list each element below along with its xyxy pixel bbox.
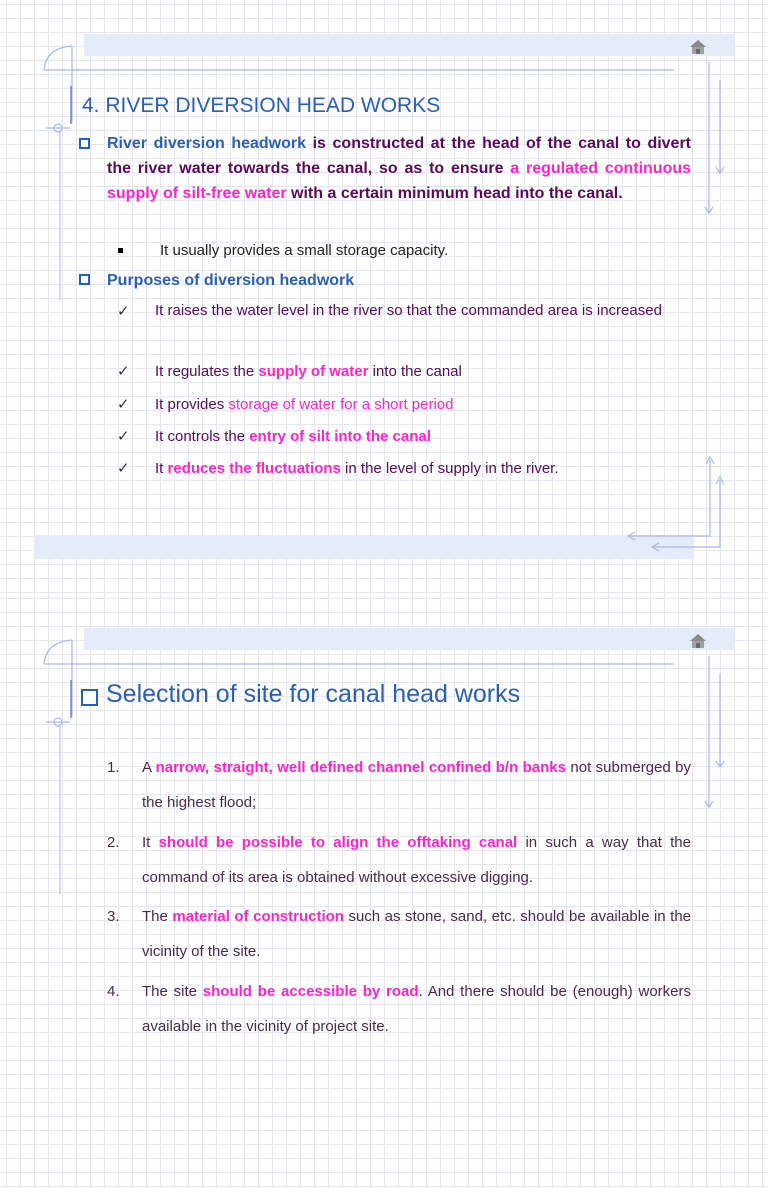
small-square-bullet-icon — [118, 248, 123, 253]
check-icon: ✓ — [117, 395, 130, 413]
purposes-heading: Purposes of diversion headwork — [107, 272, 355, 289]
list-number: 2. — [107, 834, 120, 851]
purpose-item: It reduces the fluctuations in the level of supply in the river. — [155, 460, 559, 477]
list-item: It should be possible to align the offtaking canal in such a way that the command of its area is obtained without excessive digging. — [142, 834, 691, 886]
home-icon[interactable] — [689, 632, 707, 650]
list-number: 3. — [107, 908, 120, 925]
check-icon: ✓ — [117, 302, 130, 320]
slide-title: 4. RIVER DIVERSION HEAD WORKS — [82, 94, 441, 117]
list-item: A narrow, straight, well defined channel confined b/n banks not submerged by the highest flood; — [142, 759, 691, 811]
home-icon[interactable] — [689, 38, 707, 56]
list-item: The site should be accessible by road. And there should be (enough) workers available in the vicinity of project site. — [142, 983, 691, 1035]
purpose-item: It controls the entry of silt into the canal — [155, 428, 431, 445]
intro-paragraph: River diversion headwork is constructed at the head of the canal to divert the river water towards the canal, so as to ensure a regulated continuous supply of silt-free water with a certain minimum head into the canal. — [107, 135, 692, 202]
purpose-item: It raises the water level in the river so that the commanded area is increased — [155, 302, 662, 319]
square-bullet-icon — [79, 138, 90, 149]
sub-bullet-text: It usually provides a small storage capacity. — [160, 242, 449, 259]
list-number: 4. — [107, 983, 120, 1000]
check-icon: ✓ — [117, 459, 130, 477]
purpose-item: It provides storage of water for a short period — [155, 396, 454, 413]
slide-title: Selection of site for canal head works — [106, 680, 521, 708]
purpose-item: It regulates the supply of water into the canal — [155, 363, 462, 380]
check-icon: ✓ — [117, 362, 130, 380]
list-item: The material of construction such as stone, sand, etc. should be available in the vicinity of the site. — [142, 908, 692, 960]
square-bullet-icon — [81, 689, 98, 706]
square-bullet-icon — [79, 274, 90, 285]
check-icon: ✓ — [117, 427, 130, 445]
list-number: 1. — [107, 759, 120, 776]
